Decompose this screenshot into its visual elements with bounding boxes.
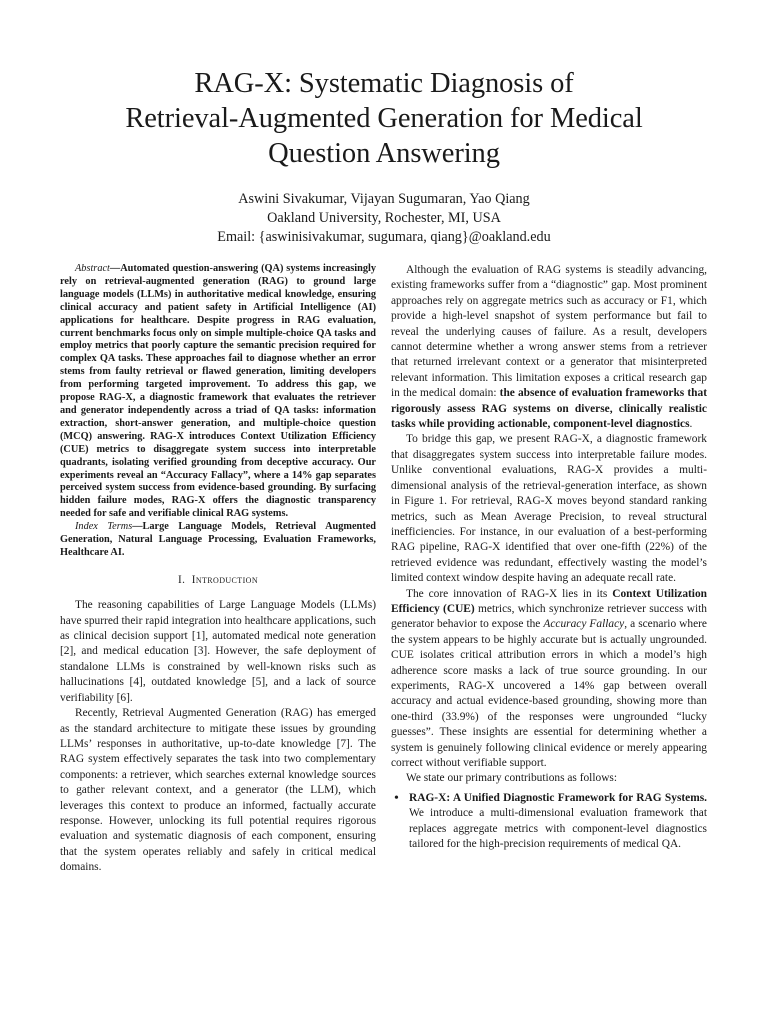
section-heading-introduction — [60, 573, 376, 588]
contributions-list — [391, 791, 707, 853]
abstract-text: Automated question-answering (QA) systems increasingly rely on retrieval-augmented generation (RAG) to ground large language models (LLMs) in authoritative medical knowledge, ensuring clinical accuracy and patient safety in Artificial Intelligence (AI) applications for healthcare. Despite progress in RAG evaluation, current benchmarks focus only on simple multiple-choice QA tasks and employ metrics that poorly capture the semantic precision required for complex QA tasks. These approaches fail to diagnose whether an error stems from faulty retrieval or flawed generation, limiting developers from performing targeted improvement. To address this gap, we propose RAG-X, a diagnostic framework that evaluates the retriever and generator independently across a triad of QA tasks: information extraction, short-answer generation, and multiple-choice question (MCQ) answering. RAG-X introduces Context Utilization Efficiency (CUE) metrics to disaggregate system success into interpretable quadrants, isolating verified grounding from deceptive accuracy. Our experiments reveal an “Accuracy Fallacy”, where a 14% gap separates perceived system success from evidence-based grounding. By surfacing hidden failure modes, RAG-X offers the diagnostic transparency needed for safe and verifiable clinical RAG systems. — [60, 263, 376, 520]
contribution-bold: RAG-X: A Unified Diagnostic Framework for RAG Systems. — [409, 791, 707, 804]
paper-title — [60, 66, 708, 171]
contributions-intro: We state our primary contributions as follows: — [406, 772, 618, 785]
bridge-paragraph: To bridge this gap, we present RAG-X, a diagnostic framework that disaggregates system success into interpretable failure modes. Unlike conventional evaluations, RAG-X provides a multi-dimensional analysis of the retrieval-generation interface, as shown in Figure 1. For retrieval, RAG-X moves beyond standard ranking metrics, such as Mean Average Precision, to reveal structural inefficiencies. For instance, in our evaluation of a best-performing RAG pipeline, RAG-X identified that over one-fifth (22%) of the retrieved evidence was redundant, effectively wasting the model’s limited context window despite having an adequate recall rate. — [391, 433, 707, 585]
cue-paragraph — [391, 587, 707, 772]
title-line-1: RAG-X: Systematic Diagnosis of — [194, 68, 574, 99]
right-column — [391, 263, 707, 852]
author-names: Aswini Sivakumar, Vijayan Sugumaran, Yao Qiang — [238, 191, 530, 207]
cue-paragraph-italic: Accuracy Fallacy — [543, 618, 625, 631]
index-terms-text: Large Language Models, Retrieval Augmented Generation, Natural Language Processing, Evaluation Frameworks, Healthcare AI. — [60, 521, 376, 558]
abstract-label: Abstract — [75, 263, 110, 274]
author-block — [60, 190, 708, 247]
section-number: I. — [177, 573, 186, 586]
intro-paragraph-2: Recently, Retrieval Augmented Generation (RAG) has emerged as the standard architecture to mitigate these issues by grounding LLMs’ responses in authoritative, up-to-date knowledge [7]. The RAG system effectively separates the task into two complementary components: a retriever, which searches external knowledge sources to gather relevant context, and a generator (the LLM), which leverages this context to produce an informed, factually accurate response. However, unlocking its full potential requires rigorous evaluation and systematic diagnosis of each component, ensuring that the system operates reliably and safely in critical medical domains. — [60, 707, 376, 874]
abstract-dash: — — [109, 263, 121, 274]
author-affiliation: Oakland University, Rochester, MI, USA — [267, 210, 501, 226]
section-title: Introduction — [191, 573, 259, 586]
abstract — [60, 263, 376, 521]
cue-paragraph-a: The core innovation of RAG-X lies in its — [406, 587, 613, 600]
author-email: Email: {aswinisivakumar, sugumara, qiang}@oakland.edu — [217, 229, 551, 245]
intro-paragraph-1: The reasoning capabilities of Large Language Models (LLMs) have spurred their rapid integration into healthcare applications, such as clinical decision support [1], automated medical note generation [2], and medical education [3]. However, the safe deployment of standalone LLMs is constrained by well-known risks such as hallucinations [4], outdated knowledge [5], and a lack of source verifiability [6]. — [60, 599, 376, 704]
gap-paragraph — [391, 263, 707, 432]
cue-paragraph-bold: Context Utilization Efficiency (CUE) — [391, 587, 707, 615]
cue-paragraph-b: metrics, which synchronize retriever success with generator behavior to expose the — [391, 602, 707, 631]
contribution-text: We introduce a multi-dimensional evaluation framework that replaces aggregate metrics with component-level diagnostics tailored for the high-precision requirements of medical QA. — [409, 807, 707, 851]
gap-paragraph-end: . — [689, 418, 693, 431]
title-line-2: Retrieval-Augmented Generation for Medical — [125, 103, 643, 134]
gap-paragraph-bold: the absence of evaluation frameworks that rigorously assess RAG systems on diverse, clinically realistic tasks while providing actionable, component-level diagnostics — [391, 387, 707, 431]
title-line-3: Question Answering — [268, 138, 500, 169]
cue-paragraph-c: , a scenario where the system appears to be highly accurate but is actually ungrounded. CUE isolates critical attribution errors in which a model’s high adherence score masks a lack of true source grounding. In our experiments, RAG-X uncovered a 14% gap between overall accuracy and actual evidence-based grounding, showing more than one-third (33.9%) of the responses were ungrounded “lucky guesses”. These insights are essential for determining whether a system is genuinely following clinical evidence or merely appearing correct without verifiable support. — [391, 618, 707, 769]
left-column — [60, 263, 376, 876]
index-terms-label: Index Terms — [75, 521, 133, 533]
gap-paragraph-text: Although the evaluation of RAG systems is steadily advancing, existing frameworks suffer from a “diagnostic” gap. Most prominent approaches rely on aggregate metrics such as accuracy or F1, which provide a high-level snapshot of system performance but fail to reveal the underlying causes of failure. As a result, developers cannot determine whether a wrong answer stems from a retriever that returned irrelevant context or a generator that misinterpreted relevant information. This limitation exposes a critical research gap in the medical domain: — [391, 264, 707, 400]
index-terms-dash: — — [132, 521, 143, 533]
index-terms — [60, 521, 376, 560]
contribution-item — [391, 791, 707, 853]
